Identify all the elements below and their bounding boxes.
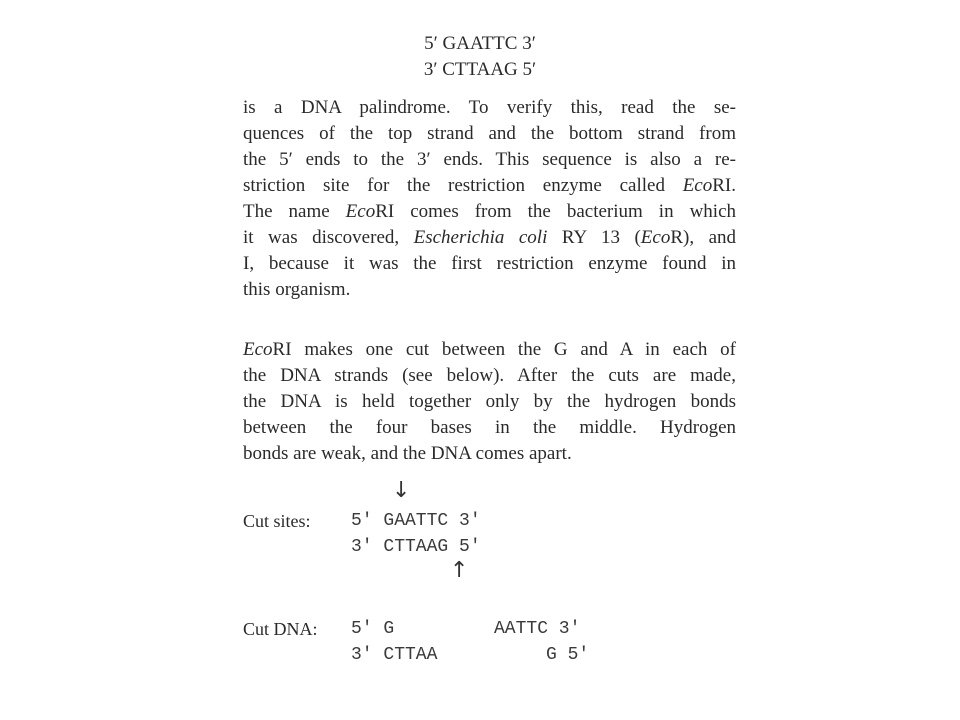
- palindrome-bottom-strand: 3′ CTTAAG 5′: [423, 59, 537, 80]
- paragraph-line: striction site for the restriction enzyme called EcoRI.: [243, 175, 736, 196]
- cut-dna-label: Cut DNA:: [243, 619, 318, 639]
- paragraph-line: quences of the top strand and the bottom strand from: [243, 123, 736, 144]
- paragraph-line: the DNA strands (see below). After the cuts are made,: [243, 365, 736, 386]
- paragraph-line: the 5′ ends to the 3′ ends. This sequence is also a re-: [243, 149, 736, 170]
- paragraph-line: it was discovered, Escherichia coli RY 13 (EcoR), and: [243, 227, 737, 248]
- paragraph-line: EcoRI makes one cut between the G and A in each of: [243, 339, 736, 360]
- paragraph-line: between the four bases in the middle. Hydrogen: [243, 417, 736, 438]
- paragraph-palindrome-explanation: [243, 95, 736, 303]
- paragraph-line: the DNA is held together only by the hydrogen bonds: [243, 391, 736, 412]
- cut-sites-label: Cut sites:: [243, 511, 311, 531]
- cut-sites-top-strand: 5′ GAATTC 3′: [351, 511, 481, 531]
- cut-dna-top-right-fragment: AATTC 3′: [494, 619, 581, 639]
- paragraph-line: is a DNA palindrome. To verify this, read the se-: [243, 97, 736, 118]
- paragraph-line: I, because it was the first restriction enzyme found in: [243, 253, 736, 274]
- cut-dna-top-left-fragment: 5′ G: [351, 619, 395, 639]
- paragraph-line: this organism.: [243, 279, 351, 300]
- paragraph-line: bonds are weak, and the DNA comes apart.: [243, 443, 572, 464]
- cut-dna-bottom-right-fragment: G 5′: [546, 645, 590, 665]
- arrow-down-icon: ↓: [392, 478, 411, 503]
- palindrome-top-strand: 5′ GAATTC 3′: [424, 33, 536, 54]
- cut-sites-bottom-strand: 3′ CTTAAG 5′: [351, 537, 481, 557]
- paragraph-ecori-cut: [243, 337, 736, 467]
- arrow-up-icon: ↑: [450, 558, 469, 583]
- paragraph-line: The name EcoRI comes from the bacterium in which: [243, 201, 737, 222]
- cut-dna-bottom-left-fragment: 3′ CTTAA: [351, 645, 438, 665]
